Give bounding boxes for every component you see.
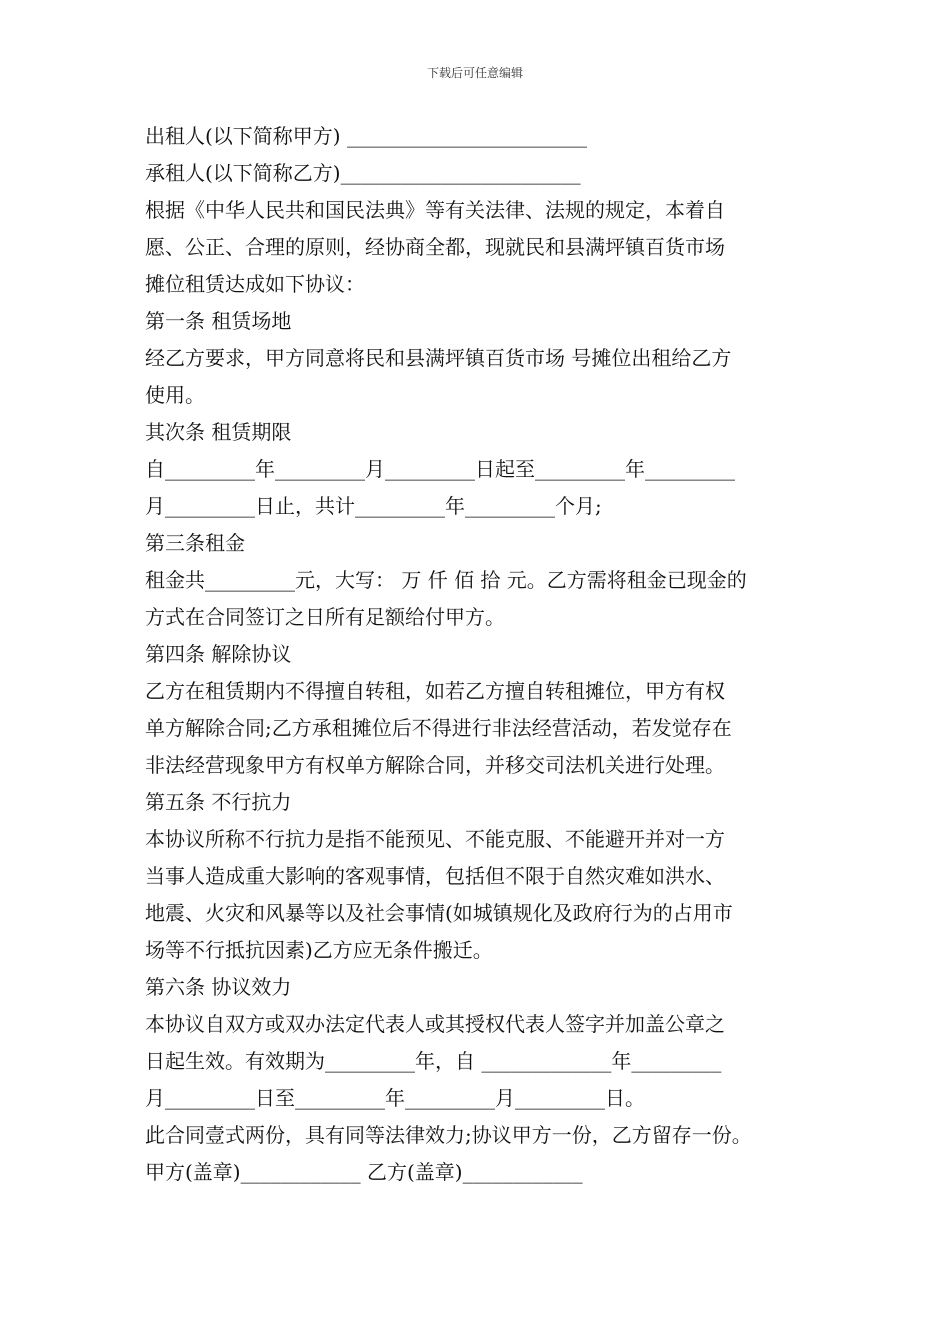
article-6-text: 日起生效。有效期为_________年，自 _____________年_________ <box>145 1049 722 1073</box>
contract-body <box>145 118 810 1191</box>
article-1-text: 使用。 <box>145 383 205 407</box>
article-6-text: 本协议自双方或双办法定代表人或其授权代表人签字并加盖公章之 <box>145 1012 725 1036</box>
article-6-title: 第六条 协议效力 <box>145 975 292 999</box>
party-a-line: 出租人(以下简称甲方) ________________________ <box>145 124 587 148</box>
signature-line: 甲方(盖章)____________ 乙方(盖章)____________ <box>145 1160 583 1184</box>
party-b-line: 承租人(以下简称乙方)________________________ <box>145 161 581 185</box>
intro-line: 摊位租赁达成如下协议： <box>145 272 365 296</box>
article-2-title: 其次条 租赁期限 <box>145 420 292 444</box>
article-5-text: 当事人造成重大影响的客观事情，包括但不限于自然灾难如洪水、 <box>145 864 725 888</box>
article-3-title: 第三条租金 <box>145 531 245 555</box>
article-4-text: 非法经营现象甲方有权单方解除合同，并移交司法机关进行处理。 <box>145 753 725 777</box>
article-4-title: 第四条 解除协议 <box>145 642 292 666</box>
intro-line: 愿、公正、合理的原则，经协商全都，现就民和县满坪镇百货市场 <box>145 235 725 259</box>
article-2-text: 月_________日止，共计_________年_________个月; <box>145 494 602 518</box>
article-5-title: 第五条 不行抗力 <box>145 790 292 814</box>
article-2-text: 自_________年_________月_________日起至_________年_________ <box>145 457 735 481</box>
article-3-text: 租金共_________元，大写： 万 仟 佰 拾 元。乙方需将租金已现金的 <box>145 568 747 592</box>
header-note: 下载后可任意编辑 <box>426 66 523 80</box>
article-4-text: 单方解除合同;乙方承租摊位后不得进行非法经营活动，若发觉存在 <box>145 716 732 740</box>
article-6-text: 月_________日至_________年_________月_________日。 <box>145 1086 645 1110</box>
article-5-text: 本协议所称不行抗力是指不能预见、不能克服、不能避开并对一方 <box>145 827 725 851</box>
article-5-text: 地震、火灾和风暴等以及社会事情(如城镇规化及政府行为的占用市 <box>145 901 733 925</box>
article-3-text: 方式在合同签订之日所有足额给付甲方。 <box>145 605 505 629</box>
article-5-text: 场等不行抵抗因素)乙方应无条件搬迁。 <box>145 938 493 962</box>
copies-line: 此合同壹式两份，具有同等法律效力;协议甲方一份，乙方留存一份。 <box>145 1123 752 1147</box>
article-1-text: 经乙方要求，甲方同意将民和县满坪镇百货市场 号摊位出租给乙方 <box>145 346 732 370</box>
intro-line: 根据《中华人民共和国民法典》等有关法律、法规的规定，本着自 <box>145 198 725 222</box>
article-4-text: 乙方在租赁期内不得擅自转租，如若乙方擅自转租摊位，甲方有权 <box>145 679 725 703</box>
article-1-title: 第一条 租赁场地 <box>145 309 292 333</box>
